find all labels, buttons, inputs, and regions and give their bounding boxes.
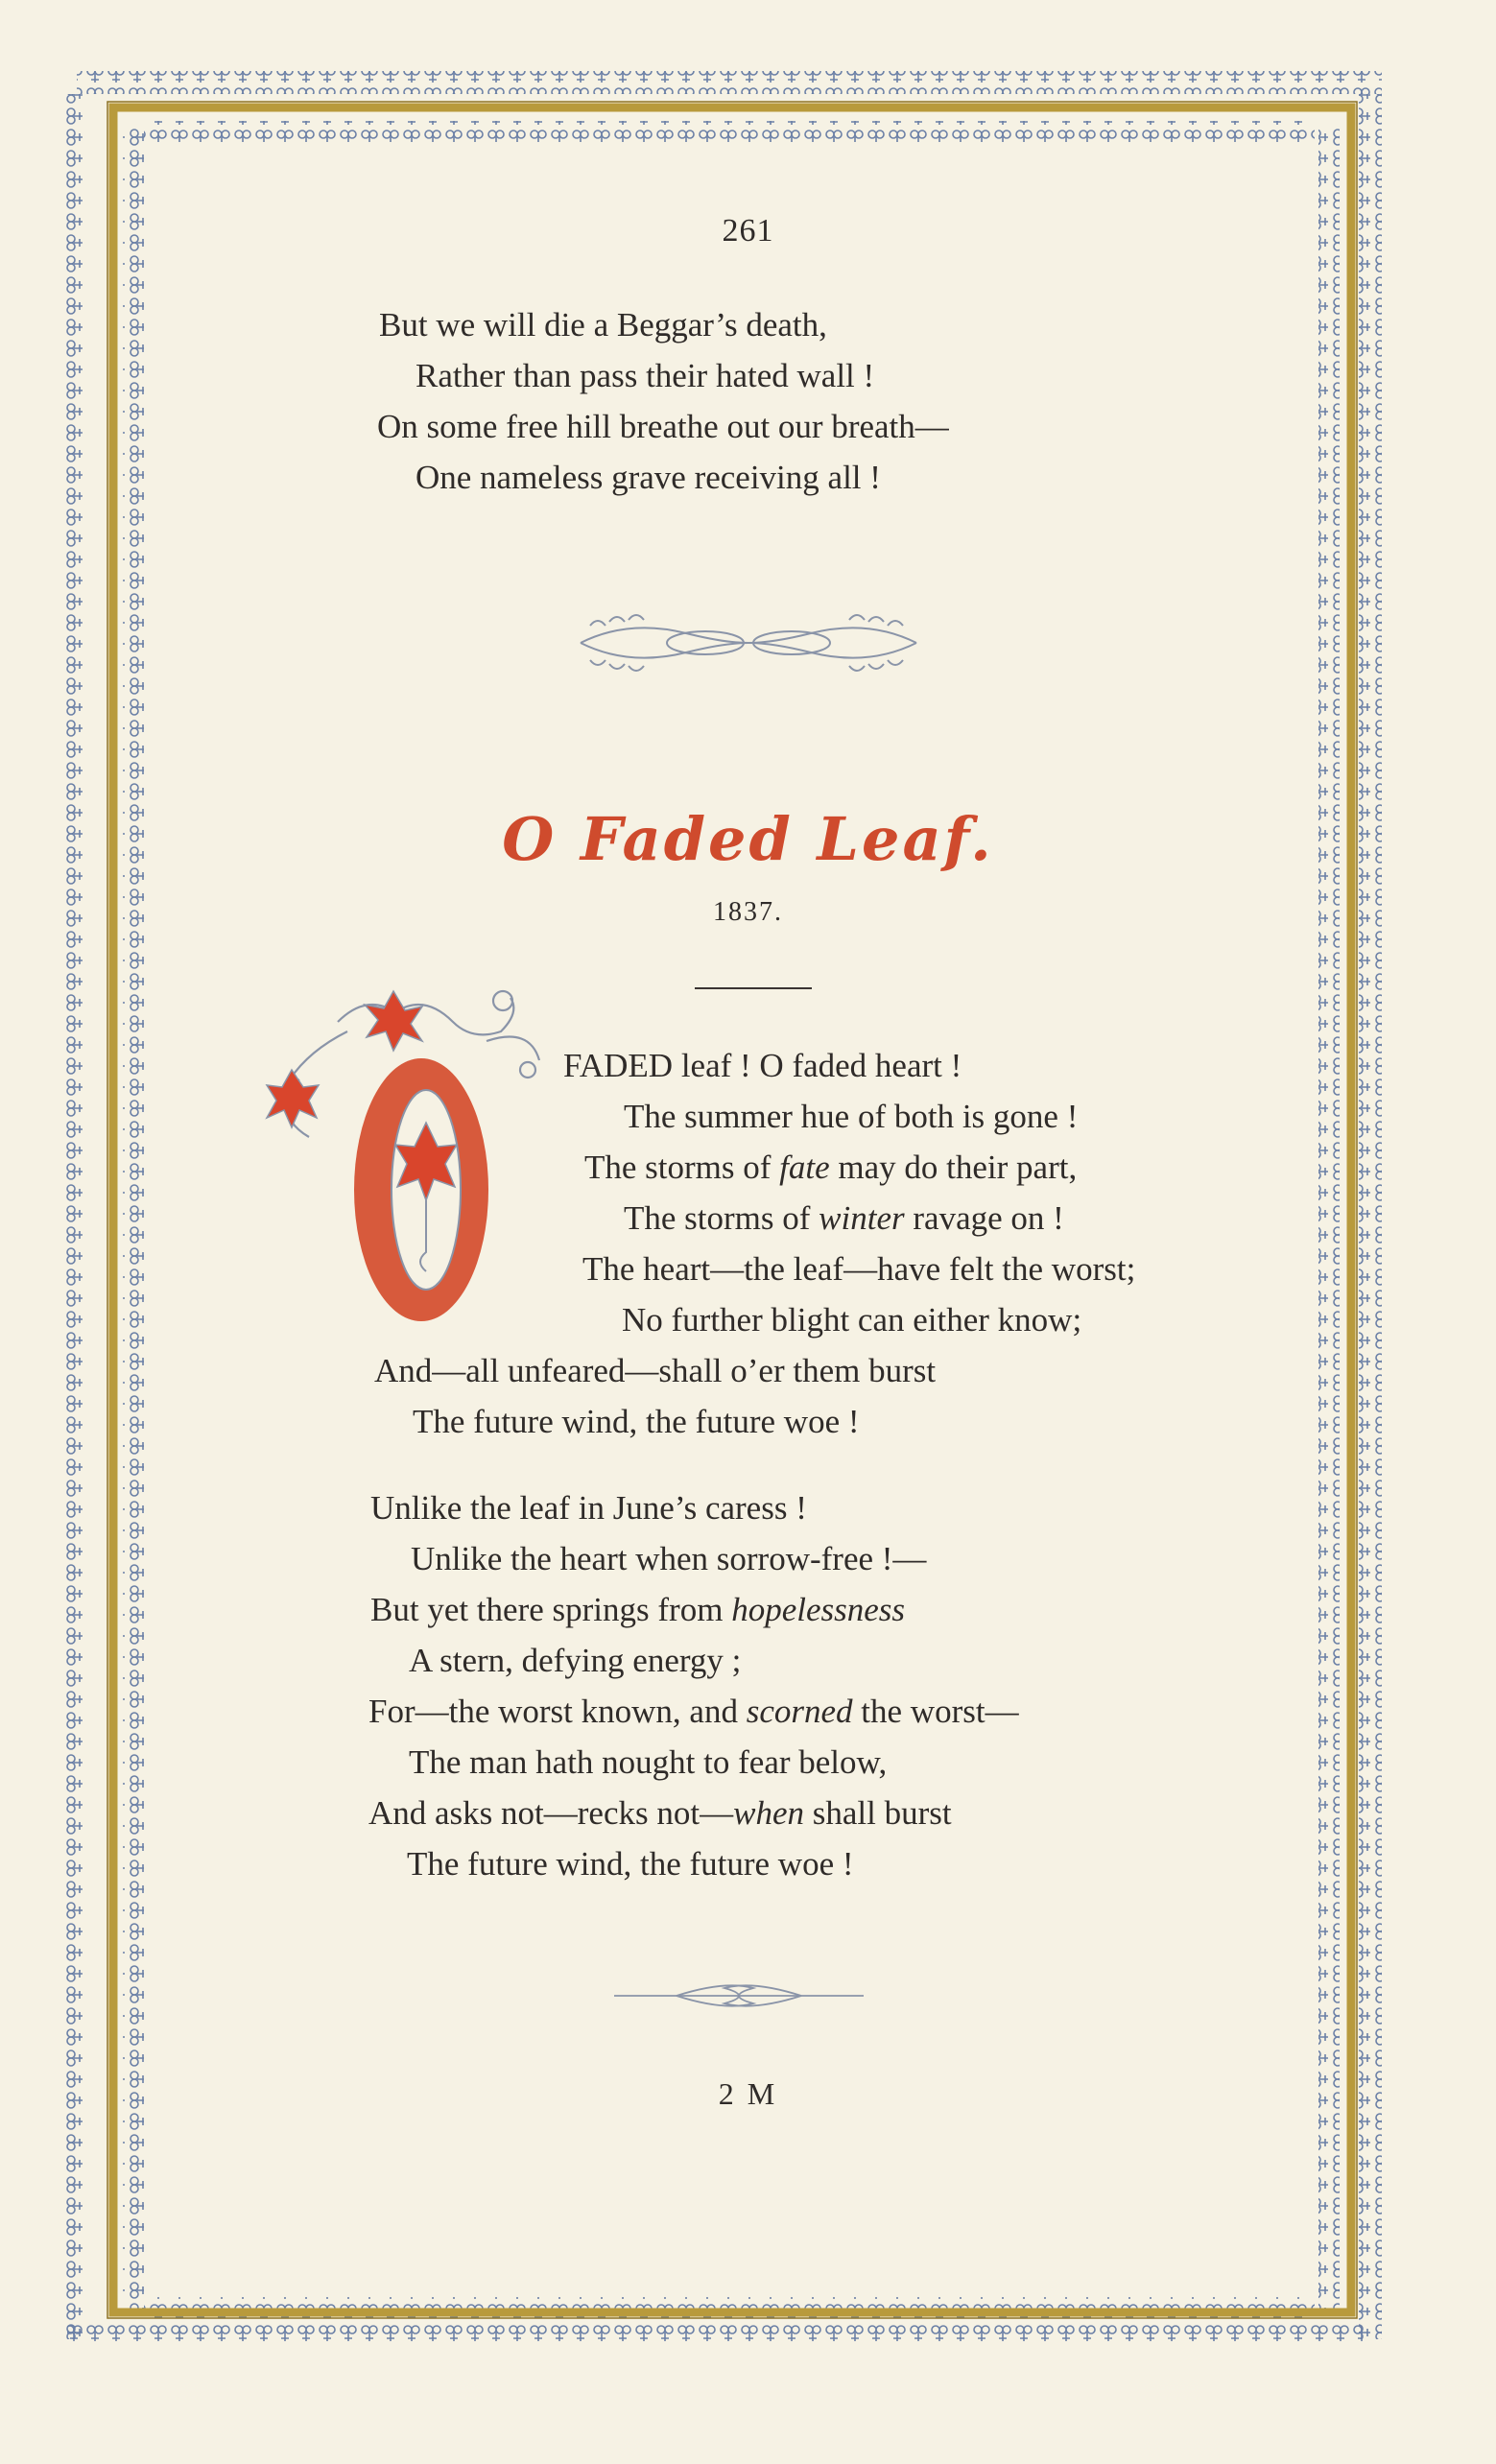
verse-line: FADED leaf ! O faded heart ! xyxy=(563,1047,962,1084)
verse-line xyxy=(624,1193,1064,1244)
verse-text: shall burst xyxy=(804,1794,952,1832)
verse-line xyxy=(368,1788,952,1838)
verse-line: The future wind, the future woe ! xyxy=(407,1845,854,1883)
verse-emphasis: hopelessness xyxy=(731,1591,905,1628)
verse-emphasis: when xyxy=(733,1794,804,1832)
verse-line: Rather than pass their hated wall ! xyxy=(416,357,875,394)
verse-line xyxy=(370,1584,905,1635)
poem-year: 1837. xyxy=(713,897,783,927)
verse-line: The summer hue of both is gone ! xyxy=(624,1098,1079,1135)
verse-line: The man hath nought to fear below, xyxy=(409,1743,888,1781)
verse-emphasis: scorned xyxy=(746,1693,853,1730)
verse-text: The storms of xyxy=(584,1149,780,1186)
verse-text: ravage on ! xyxy=(904,1199,1064,1237)
verse-line: Unlike the heart when sorrow-free !— xyxy=(411,1540,927,1577)
page-number: 261 xyxy=(722,213,774,249)
verse-line: The heart—the leaf—have felt the worst; xyxy=(582,1250,1136,1288)
verse-text: But yet there springs from xyxy=(370,1591,732,1628)
verse-line: But we will die a Beggar’s death, xyxy=(379,306,827,344)
verse-line: The future wind, the future woe ! xyxy=(413,1403,860,1440)
verse-text: And asks not—recks not— xyxy=(368,1794,734,1832)
verse-text: For—the worst known, and xyxy=(368,1693,747,1730)
verse-text: the worst— xyxy=(852,1693,1019,1730)
verse-line: One nameless grave receiving all ! xyxy=(416,459,881,496)
verse-line: No further blight can either know; xyxy=(622,1301,1082,1339)
printer-signature: 2 M xyxy=(718,2076,778,2111)
title-rule xyxy=(695,987,812,989)
verse-emphasis: fate xyxy=(779,1149,830,1186)
verse-line xyxy=(584,1142,1077,1193)
scroll-ornament xyxy=(571,604,926,681)
verse-line: On some free hill breathe out our breath— xyxy=(377,408,949,445)
closing-ornament xyxy=(609,1977,868,2015)
verse-line: And—all unfeared—shall o’er them burst xyxy=(374,1352,937,1389)
poem-title: O Faded Leaf. xyxy=(502,804,994,874)
verse-line: Unlike the leaf in June’s caress ! xyxy=(370,1489,807,1527)
verse-line: A stern, defying energy ; xyxy=(409,1642,742,1679)
illuminated-initial xyxy=(251,974,558,1329)
verse-text: The storms of xyxy=(624,1199,819,1237)
verse-line xyxy=(368,1686,1019,1737)
verse-emphasis: winter xyxy=(819,1199,905,1237)
verse-text: may do their part, xyxy=(829,1149,1078,1186)
